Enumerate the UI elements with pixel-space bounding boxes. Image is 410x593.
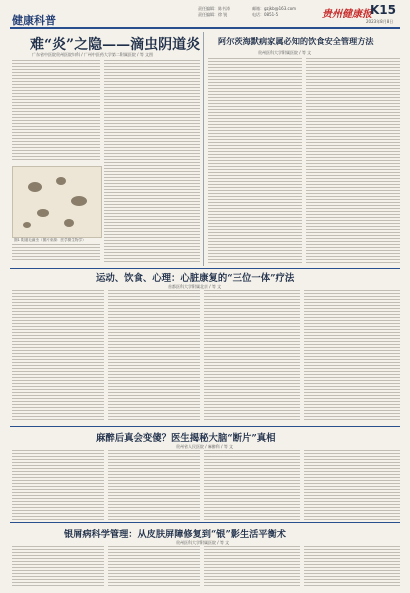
section-rule	[10, 426, 400, 427]
text-column	[104, 60, 200, 262]
text-column	[304, 546, 400, 588]
text-column	[12, 290, 104, 422]
text-column	[304, 290, 400, 422]
text-column	[108, 546, 200, 588]
text-column	[12, 60, 100, 162]
article-title: 阿尔茨海默病家属必知的饮食安全管理方法	[218, 36, 374, 46]
text-column	[204, 290, 300, 422]
header-rule	[10, 27, 400, 29]
contact-line: 责任编辑：徐 锐	[198, 12, 228, 17]
text-column	[108, 290, 200, 422]
contact-line: 责任编辑：陈书涛	[198, 6, 230, 11]
section-rule	[10, 522, 400, 523]
text-column	[12, 546, 104, 588]
article-figure	[12, 166, 102, 238]
vertical-divider	[203, 32, 204, 266]
article-title: 运动、饮食、心理：心脏康复的“三位一体”疗法	[96, 273, 295, 284]
text-column	[204, 450, 300, 520]
section-rule	[10, 268, 400, 269]
article-byline: 广东省中医院贵州医院妇科 / 广州中医药大学第二附属医院 / 等 文图	[32, 52, 154, 57]
contact-block-2	[252, 6, 296, 18]
section-title: 健康科普	[12, 14, 56, 27]
article-title: 难“炎”之隐——滴虫阴道炎	[30, 37, 201, 53]
article-title: 银屑病科学管理：从皮肤屏障修复到“银”影生活平衡术	[64, 529, 286, 540]
contact-line: 邮箱：gzjkb@163.com	[252, 6, 297, 11]
text-column	[306, 58, 400, 264]
article-byline: 贵州医科大学附属医院 / 等 文	[176, 540, 230, 545]
text-column	[304, 450, 400, 520]
article-title: 麻醉后真会变傻？医生揭秘大脑“断片”真相	[96, 433, 276, 444]
paper-name: 贵州健康报	[322, 9, 372, 20]
text-column	[208, 58, 302, 264]
text-column	[12, 244, 100, 262]
contact-line: 电话：0851-5	[252, 12, 279, 17]
article-byline: 贵州医科大学附属医院 / 等 文	[258, 50, 312, 55]
article-byline: 贵州省人民医院 / 麻醉科 / 等 文	[176, 444, 234, 449]
article-byline: 首都医科大学附属北京 / 等 文	[168, 284, 222, 289]
text-column	[12, 450, 104, 520]
text-column	[204, 546, 300, 588]
text-column	[108, 450, 200, 520]
date-line: 2023年8月8日	[366, 19, 394, 24]
page-code: K15	[370, 3, 396, 17]
microscope-image	[13, 167, 101, 237]
figure-caption: 图1 阴道毛滴虫（图片来源：医学微生物学）	[14, 238, 86, 242]
